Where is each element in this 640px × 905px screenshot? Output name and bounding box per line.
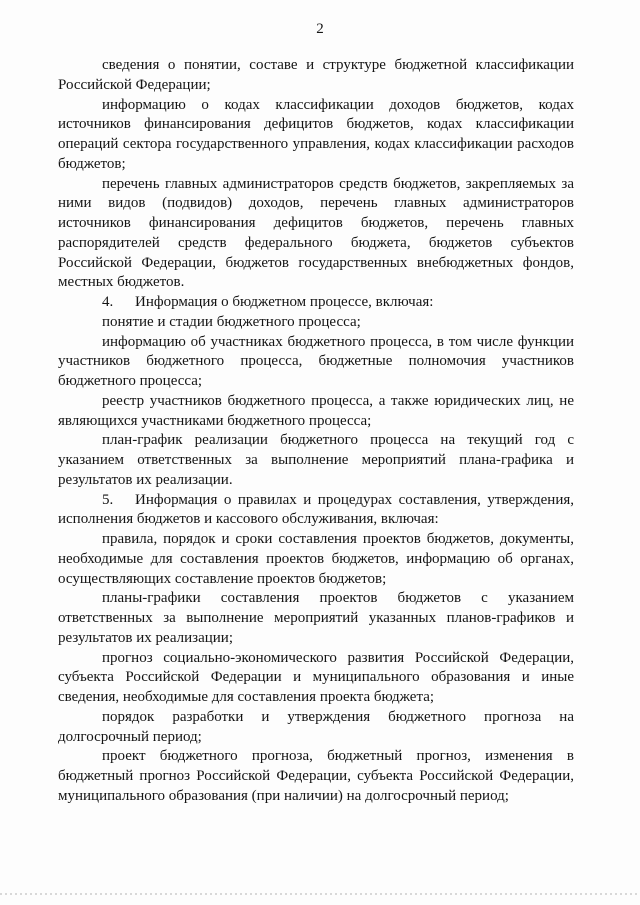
- document-body: [58, 56, 574, 807]
- text-line: источников финансирования дефицитов бюджетов, перечень главных: [58, 215, 574, 231]
- text-line: понятие и стадии бюджетного процесса;: [102, 313, 361, 330]
- text-line: результатов их реализации;: [58, 629, 233, 646]
- line-text: Информация о бюджетном процессе, включая:: [135, 294, 434, 310]
- text-line: являющихся участниками бюджетного процесса;: [58, 412, 372, 429]
- section-number: 4.: [102, 294, 114, 310]
- text-line: долгосрочный период;: [58, 728, 202, 745]
- text-line: информацию об участниках бюджетного процесса, в том числе функции: [102, 333, 574, 350]
- text-line: [58, 491, 574, 511]
- paragraph: [58, 333, 574, 392]
- text-line: планы-графики составления проектов бюджетов с указанием: [102, 590, 574, 607]
- text-line: источников финансирования дефицитов бюджетов, кодах классификации: [58, 116, 574, 133]
- text-line: ответственных за выполнение мероприятий указанных планов-графиков и: [58, 610, 574, 626]
- text-line: информацию о кодах классификации доходов бюджетов, кодах: [102, 96, 574, 113]
- paragraph: [58, 175, 574, 294]
- text-line: правила, порядок и сроки составления проектов бюджетов, документы,: [102, 531, 574, 547]
- text-line: местных бюджетов.: [58, 274, 185, 291]
- text-line: реестр участников бюджетного процесса, а также юридических лиц, не: [102, 392, 574, 409]
- paragraph: [58, 530, 574, 589]
- paragraph: [58, 747, 574, 806]
- text-line: бюджетного процесса;: [58, 373, 203, 389]
- section-number: 5.: [102, 491, 114, 508]
- line-text: Информация о правилах и процедурах составления, утверждения,: [135, 491, 574, 508]
- text-line: участников бюджетного процесса, бюджетные полномочия участников: [58, 353, 574, 370]
- text-line: бюджетный прогноз Российской Федерации, субъекта Российской Федерации,: [58, 768, 574, 784]
- text-line: осуществляющих составление проектов бюджетов;: [58, 570, 387, 587]
- text-line: исполнения бюджетов и кассового обслуживания, включая:: [58, 511, 439, 528]
- text-line: прогноз социально-экономического развития Российской Федерации,: [102, 649, 574, 666]
- text-line: Российской Федерации;: [58, 76, 211, 93]
- text-line: сведения, необходимые для составления проекта бюджета;: [58, 689, 435, 705]
- text-line: распорядителей средств федерального бюджета, бюджетов субъектов: [58, 234, 574, 251]
- text-line: ними видов (подвидов) доходов, перечень главных администраторов: [58, 195, 574, 212]
- page-number: 2: [316, 21, 324, 37]
- paragraph: [58, 431, 574, 490]
- text-line: муниципального образования (при наличии) на долгосрочный период;: [58, 787, 509, 804]
- text-line: бюджетов;: [58, 155, 126, 172]
- paragraph: [58, 313, 574, 333]
- text-line: [58, 293, 574, 313]
- paragraph: [58, 649, 574, 708]
- paragraph: [58, 491, 574, 531]
- text-line: указанием ответственных за выполнение мероприятий плана-графика и: [58, 452, 574, 468]
- text-line: сведения о понятии, составе и структуре бюджетной классификации: [102, 57, 574, 73]
- text-line: субъекта Российской Федерации и муниципального образования и иные: [58, 669, 574, 686]
- text-line: перечень главных администраторов средств бюджетов, закрепляемых за: [102, 175, 574, 192]
- paragraph: [58, 589, 574, 648]
- text-line: план-график реализации бюджетного процесса на текущий год с: [102, 432, 574, 449]
- text-line: проект бюджетного прогноза, бюджетный прогноз, изменения в: [102, 748, 574, 765]
- scan-artifact-line: [0, 893, 640, 895]
- text-line: Российской Федерации, бюджетов государственных внебюджетных фондов,: [58, 254, 574, 271]
- text-line: операций сектора государственного управления, кодах классификации расходов: [58, 136, 574, 152]
- paragraph: [58, 96, 574, 175]
- paragraph: [58, 293, 574, 313]
- paragraph: [58, 708, 574, 748]
- paragraph: [58, 56, 574, 96]
- text-line: результатов их реализации.: [58, 471, 233, 488]
- text-line: необходимые для составления проектов бюджетов, информацию об органах,: [58, 550, 574, 567]
- text-line: порядок разработки и утверждения бюджетного прогноза на: [102, 708, 574, 725]
- paragraph: [58, 392, 574, 432]
